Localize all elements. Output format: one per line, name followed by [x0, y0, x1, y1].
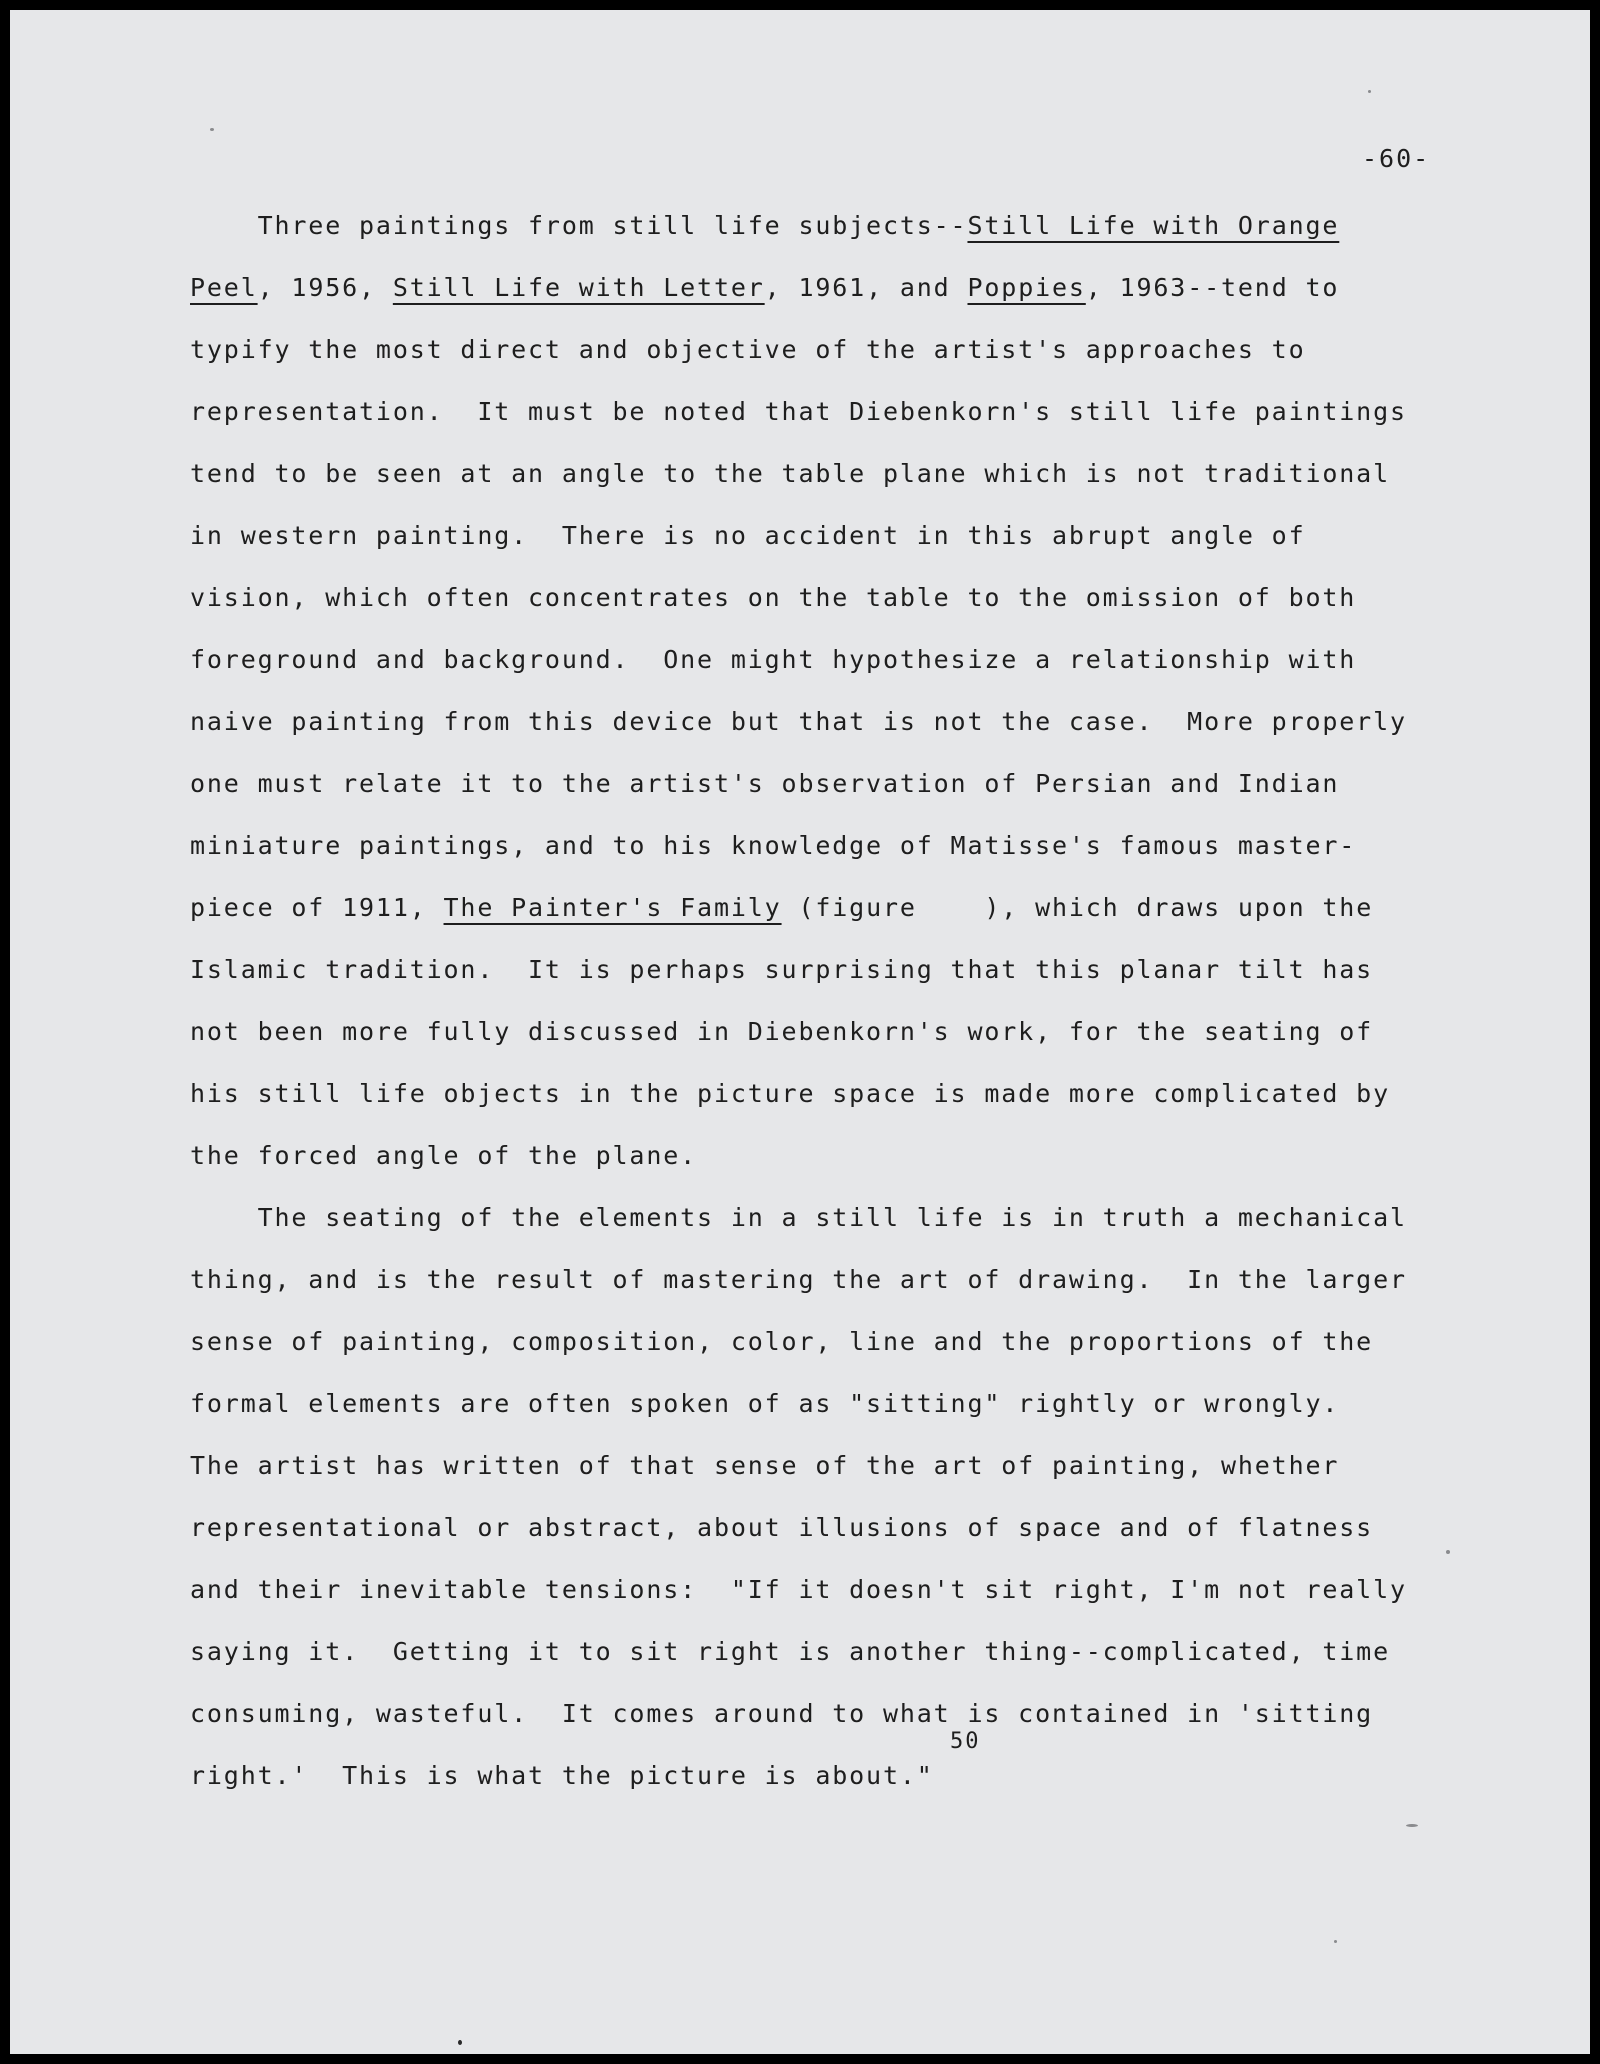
line-text: piece of 1911,: [190, 893, 444, 922]
text-line: naive painting from this device but that is not the case. More properly: [190, 707, 1407, 736]
footnote-reference: 50: [950, 1729, 981, 1754]
line-text: (figure ), which draws upon the: [781, 893, 1374, 922]
text-line: formal elements are often spoken of as "sitting" rightly or wrongly.: [190, 1389, 1340, 1418]
page-number: -60-: [1362, 144, 1431, 173]
scan-speck: [1446, 1550, 1450, 1554]
artwork-title: The Painter's Family: [443, 893, 782, 922]
text-line: not been more fully discussed in Diebenkorn's work, for the seating of: [190, 1017, 1374, 1046]
text-line: The seating of the elements in a still life is in truth a mechanical: [190, 1203, 1407, 1232]
text-line: tend to be seen at an angle to the table plane which is not traditional: [190, 459, 1390, 488]
text-line: representation. It must be noted that Diebenkorn's still life paintings: [190, 397, 1407, 426]
text-line: vision, which often concentrates on the table to the omission of both: [190, 583, 1357, 612]
text-line: [190, 890, 1373, 926]
scan-speck: [210, 128, 214, 131]
text-line: [190, 208, 1339, 244]
document-page: [10, 10, 1590, 2054]
artwork-title: Poppies: [967, 273, 1086, 302]
text-line: one must relate it to the artist's observation of Persian and Indian: [190, 769, 1340, 798]
artwork-title: Peel: [190, 273, 258, 302]
line-text: , 1961, and: [764, 273, 968, 302]
artwork-title: Still Life with Orange: [967, 211, 1340, 240]
line-text: Three paintings from still life subjects--: [190, 211, 968, 240]
scan-speck: [1406, 1824, 1418, 1827]
line-text: , 1963--tend to: [1085, 273, 1340, 302]
text-line: [190, 270, 1339, 306]
text-line: miniature paintings, and to his knowledge of Matisse's famous master-: [190, 831, 1357, 860]
text-line: his still life objects in the picture space is made more complicated by: [190, 1079, 1390, 1108]
text-line: typify the most direct and objective of the artist's approaches to: [190, 335, 1306, 364]
scan-speck: [1334, 1940, 1337, 1943]
line-text: , 1956,: [257, 273, 393, 302]
text-line: in western painting. There is no accident in this abrupt angle of: [190, 521, 1306, 550]
scan-speck: [1368, 90, 1371, 93]
text-line: thing, and is the result of mastering the art of drawing. In the larger: [190, 1265, 1407, 1294]
text-line: saying it. Getting it to sit right is another thing--complicated, time: [190, 1637, 1390, 1666]
text-line: consuming, wasteful. It comes around to what is contained in 'sitting: [190, 1699, 1374, 1728]
text-line: the forced angle of the plane.: [190, 1141, 698, 1170]
scan-speck: [458, 2040, 462, 2045]
text-line: sense of painting, composition, color, line and the proportions of the: [190, 1327, 1374, 1356]
text-line: representational or abstract, about illusions of space and of flatness: [190, 1513, 1374, 1542]
text-line: foreground and background. One might hypothesize a relationship with: [190, 645, 1357, 674]
text-line: right.' This is what the picture is about.": [190, 1761, 934, 1790]
text-line: and their inevitable tensions: "If it doesn't sit right, I'm not really: [190, 1575, 1407, 1604]
artwork-title: Still Life with Letter: [392, 273, 765, 302]
text-line: The artist has written of that sense of the art of painting, whether: [190, 1451, 1340, 1480]
text-line: Islamic tradition. It is perhaps surprising that this planar tilt has: [190, 955, 1374, 984]
